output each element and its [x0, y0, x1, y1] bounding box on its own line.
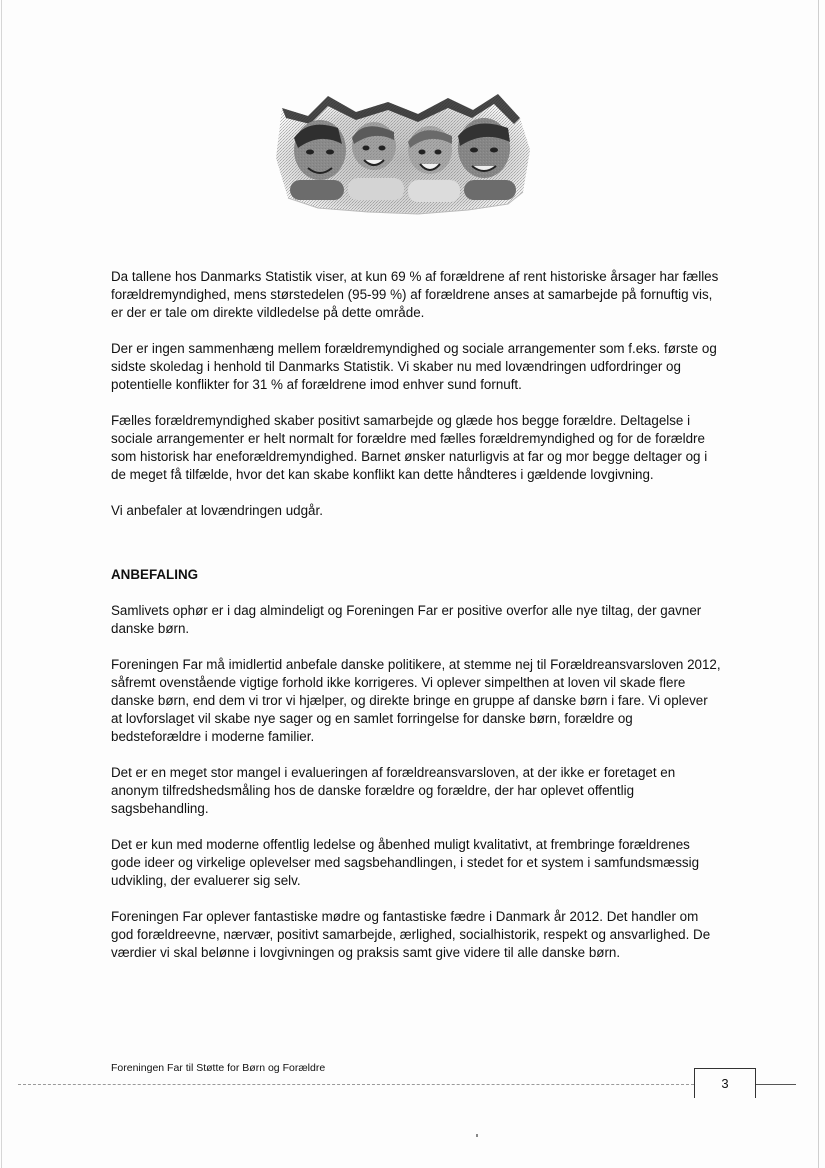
paragraph-vote-no: Foreningen Far må imidlertid anbefale danske politikere, at stemme nej til Forældreansvarsloven 2012, såfremt ovenstående vigtige forhold ikke korrigeres. Vi oplever simpelthen at loven vil skade flere danske børn, end dem vi tror vi hjælper, og direkte bringe en gruppe af danske børn i fare. Vi oplever at lovforslaget vil skabe nye sager og en samlet forringelse for danske børn, forældre og bedsteforældre i moderne familier.	[111, 657, 721, 744]
paragraph-open-governance: Det er kun med moderne offentlig ledelse og åbenhed muligt kvalitativt, at frembringe forældrenes gode ideer og virkelige oplevelser med sagsbehandlingen, i stedet for et system i samfundsmæssig udvikling, der evaluerer sig selv.	[111, 837, 700, 888]
scan-speck	[476, 1134, 478, 1137]
scan-edge-left	[1, 0, 2, 1168]
document-body	[111, 268, 721, 980]
family-photo-icon	[268, 88, 536, 216]
paragraph-joint-custody: Fælles forældremyndighed skaber positivt samarbejde og glæde hos begge forældre. Deltagelse i sociale arrangementer er helt normalt for forældre med fælles forældremyndighed og for de forældre som historisk har eneforældremyndighed. Barnet ønsker naturligvis at far og mor begge deltager og i de meget få tilfælde, hvor det kan skabe konflikt kan dette håndteres i gældende lovgivning.	[111, 413, 708, 482]
paragraph-statistics: Da tallene hos Danmarks Statistik viser, at kun 69 % af forældrene af rent historiske årsager har fælles forældremyndighed, mens størstedelen (95-99 %) af forældrene anses at samarbejde på fornuftig vis, er der er tale om direkte vildledelse på dette område.	[111, 269, 719, 320]
footer-organization: Foreningen Far til Støtte for Børn og Forældre	[111, 1062, 326, 1074]
scan-edge-right	[818, 0, 819, 1168]
paragraph-recommend-removal: Vi anbefaler at lovændringen udgår.	[111, 503, 323, 518]
footer-rule	[18, 1084, 694, 1085]
paragraph-evaluation: Det er en meget stor mangel i evalueringen af forældreansvarsloven, at der ikke er foretaget en anonym tilfredshedsmåling hos de danske forældre og forældre, der har oplevet offentlig sagsbehandling.	[111, 765, 676, 816]
paragraph-values: Foreningen Far oplever fantastiske mødre og fantastiske fædre i Danmark år 2012. Det handler om god forældreevne, nærvær, positivt samarbejde, ærlighed, socialhistorik, respekt og ansvarlighed. De værdier vi skal belønne i lovgivningen og praksis samt give videre til alle danske børn.	[111, 909, 711, 960]
section-heading: ANBEFALING	[111, 567, 199, 582]
footer-rule-right	[756, 1084, 796, 1085]
page-number: 3	[721, 1076, 729, 1091]
paragraph-cohabitation: Samlivets ophør er i dag almindeligt og Foreningen Far er positive overfor alle nye tiltag, der gavner danske børn.	[111, 603, 702, 636]
paragraph-school-days: Der er ingen sammenhæng mellem forældremyndighed og sociale arrangementer som f.eks. første og sidste skoledag i henhold til Danmarks Statistik. Vi skaber nu med lovændringen udfordringer og potentielle konflikter for 31 % af forældrene imod enhver sund fornuft.	[111, 341, 717, 392]
